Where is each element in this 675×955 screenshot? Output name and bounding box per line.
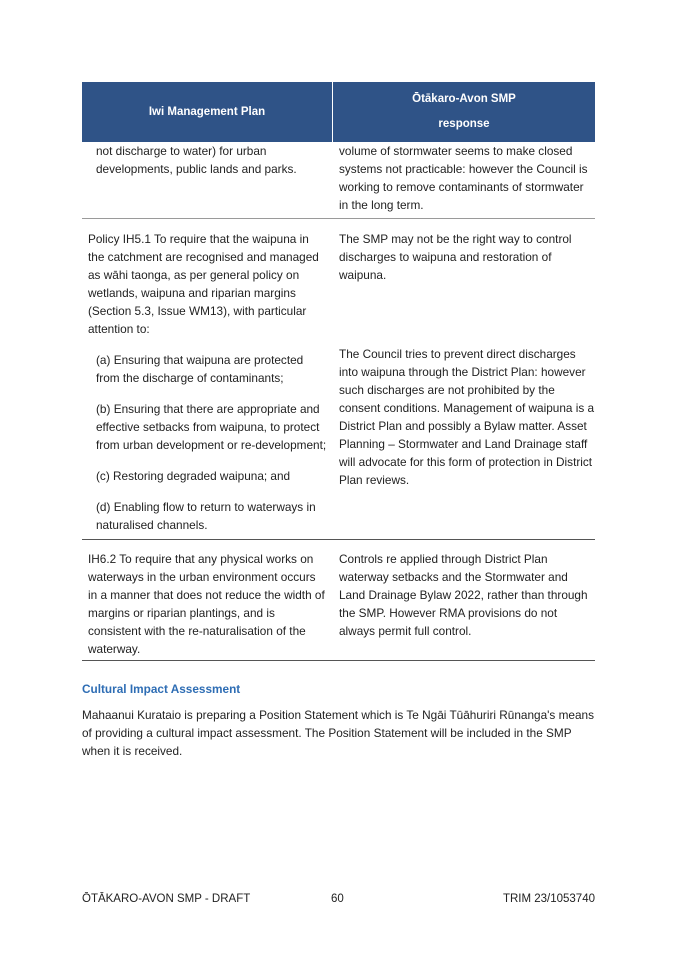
table-row	[82, 540, 595, 661]
policy-item-d: (d) Enabling flow to return to waterways in naturalised channels.	[96, 500, 316, 532]
footer-left: ŌTĀKARO-AVON SMP - DRAFT	[82, 893, 251, 905]
table-header	[82, 82, 595, 142]
section-heading: Cultural Impact Assessment	[82, 682, 241, 696]
row2-right-top: The SMP may not be the right way to control discharges to waipuna and restoration of waipuna.	[339, 232, 572, 282]
footer-right: TRIM 23/1053740	[502, 893, 595, 905]
policy-table	[82, 82, 595, 661]
header-smp-subtitle: response	[438, 118, 490, 130]
header-smp-title: Ōtākaro-Avon SMP	[412, 93, 516, 105]
header-smp-response	[333, 82, 595, 142]
table-row	[82, 219, 595, 540]
row1-left-line2: developments, public lands and parks.	[96, 162, 297, 176]
policy-item-b: (b) Ensuring that there are appropriate and effective setbacks from waipuna, to protect from urban development or re-development;	[96, 402, 327, 452]
header-iwi-management-plan: Iwi Management Plan	[82, 82, 333, 142]
row2-right-bottom: The Council tries to prevent direct discharges into waipuna through the District Plan: however such discharges are not prohibited by the consent conditions. Management of waipuna is a District Plan and possibly a Bylaw matter. Asset Planning – Stormwater and Land Drainage staff will advocate for this form of protection in District Plan reviews.	[339, 347, 595, 487]
table-row	[82, 142, 595, 219]
policy-item-a: (a) Ensuring that waipuna are protected from the discharge of contaminants;	[96, 353, 304, 385]
row1-right-text: volume of stormwater seems to make closed systems not practicable: however the Council is working to remove contaminants of stormwater in the long term.	[339, 144, 588, 212]
row3-right-text: Controls re applied through District Plan waterway setbacks and the Stormwater and Land Drainage Bylaw 2022, rather than through the SMP. However RMA provisions do not always permit full control.	[339, 552, 588, 638]
section-body: Mahaanui Kurataio is preparing a Position Statement which is Te Ngāi Tūāhuriri Rūnanga's means of providing a cultural impact assessment. The Position Statement will be included in the SMP when it is received.	[82, 708, 594, 758]
row3-right	[333, 550, 595, 658]
page-number: 60	[331, 893, 344, 905]
row1-right	[333, 142, 595, 214]
row2-left	[82, 230, 333, 534]
policy-ih6-2: IH6.2 To require that any physical works on waterways in the urban environment occurs in a manner that does not reduce the width of margins or riparian plantings, and is consistent with the re-naturalisation of the waterway.	[88, 552, 325, 656]
row3-left	[82, 550, 333, 658]
row1-left-line1: not discharge to water) for urban	[96, 144, 267, 158]
policy-item-c: (c) Restoring degraded waipuna; and	[96, 469, 291, 483]
policy-ih5-1: Policy IH5.1 To require that the waipuna in the catchment are recognised and managed as wāhi taonga, as per general policy on wetlands, waipuna and riparian margins (Section 5.3, Issue WM13), with particular attention to:	[88, 232, 319, 336]
row1-left	[82, 142, 333, 214]
row2-right	[333, 230, 595, 534]
